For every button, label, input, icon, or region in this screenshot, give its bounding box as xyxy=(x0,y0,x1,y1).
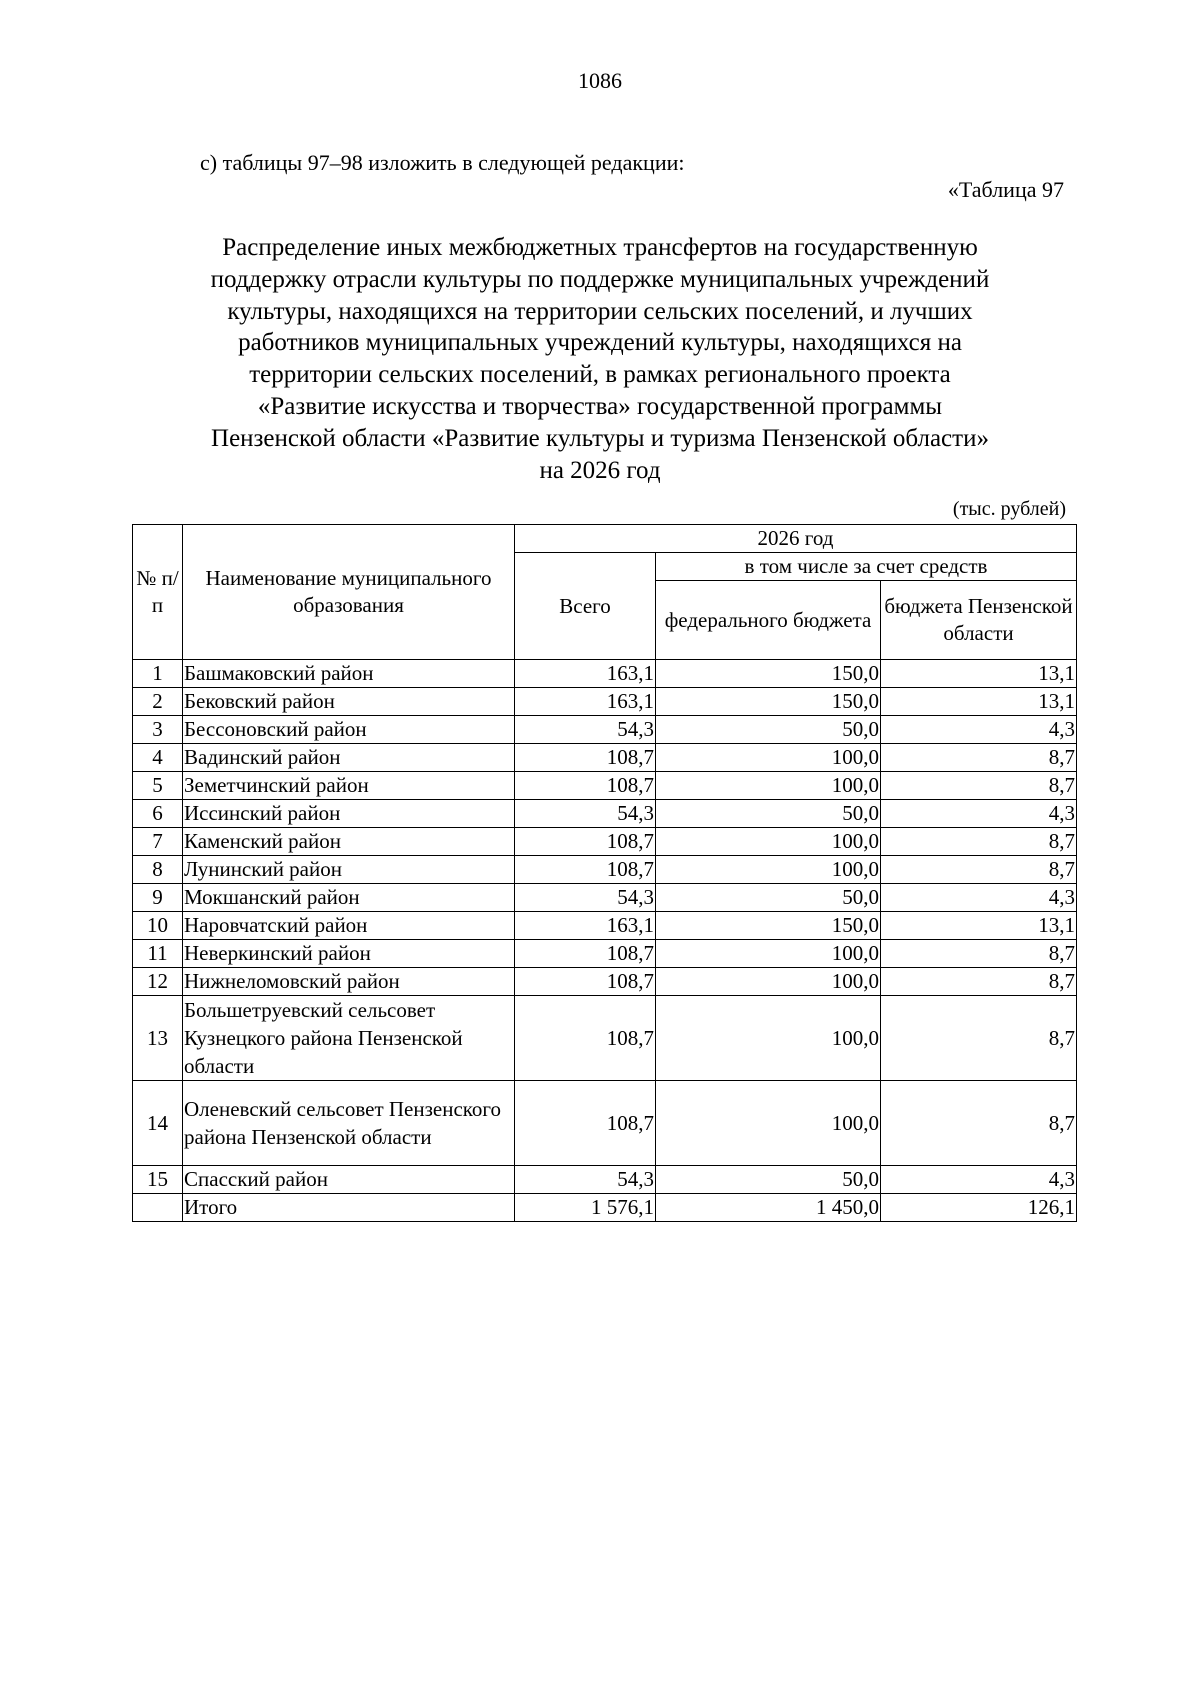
regional-value: 4,3 xyxy=(881,800,1077,828)
title-line: поддержку отрасли культуры по поддержке муниципальных учреждений xyxy=(210,265,990,293)
grand-federal-value: 1 450,0 xyxy=(656,1194,881,1222)
table-row xyxy=(133,660,1077,688)
grand-regional-value: 126,1 xyxy=(881,1194,1077,1222)
municipality-name: Неверкинский район xyxy=(183,940,515,968)
table-row xyxy=(133,884,1077,912)
municipality-name: Каменский район xyxy=(183,828,515,856)
distribution-table xyxy=(132,524,1077,1222)
federal-value: 150,0 xyxy=(656,912,881,940)
header-total: Всего xyxy=(515,553,656,660)
federal-value: 150,0 xyxy=(656,688,881,716)
municipality-name: Бековский район xyxy=(183,688,515,716)
municipality-name: Вадинский район xyxy=(183,744,515,772)
row-number: 12 xyxy=(133,968,183,996)
header-regional: бюджета Пензенской области xyxy=(881,581,1077,660)
total-value: 108,7 xyxy=(515,772,656,800)
table-reference: «Таблица 97 xyxy=(947,177,1064,202)
row-number: 9 xyxy=(133,884,183,912)
page-number: 1086 xyxy=(578,68,622,93)
row-number: 10 xyxy=(133,912,183,940)
regional-value: 8,7 xyxy=(881,968,1077,996)
regional-value: 13,1 xyxy=(881,660,1077,688)
regional-value: 8,7 xyxy=(881,828,1077,856)
title-line: Распределение иных межбюджетных трансфертов на государственную xyxy=(222,234,978,261)
federal-value: 100,0 xyxy=(656,940,881,968)
table-row xyxy=(133,1166,1077,1194)
row-number: 11 xyxy=(133,940,183,968)
row-number xyxy=(133,1194,183,1222)
table-row xyxy=(133,856,1077,884)
federal-value: 150,0 xyxy=(656,660,881,688)
table-row xyxy=(133,800,1077,828)
row-number: 1 xyxy=(133,660,183,688)
municipality-name: Бессоновский район xyxy=(183,716,515,744)
municipality-name: Башмаковский район xyxy=(183,660,515,688)
municipality-name: Наровчатский район xyxy=(183,912,515,940)
table-row xyxy=(133,688,1077,716)
regional-value: 8,7 xyxy=(881,940,1077,968)
total-value: 54,3 xyxy=(515,800,656,828)
title-line: «Развитие искусства и творчества» государственной программы xyxy=(257,392,943,420)
total-value: 108,7 xyxy=(515,996,656,1081)
federal-value: 100,0 xyxy=(656,828,881,856)
table-row xyxy=(133,744,1077,772)
federal-value: 100,0 xyxy=(656,996,881,1081)
units-label: (тыс. рублей) xyxy=(952,498,1066,520)
regional-value: 4,3 xyxy=(881,884,1077,912)
total-value: 163,1 xyxy=(515,660,656,688)
municipality-name: Земетчинский район xyxy=(183,772,515,800)
federal-value: 50,0 xyxy=(656,1166,881,1194)
federal-value: 100,0 xyxy=(656,744,881,772)
regional-value: 13,1 xyxy=(881,912,1077,940)
total-value: 54,3 xyxy=(515,884,656,912)
table-row xyxy=(133,912,1077,940)
federal-value: 100,0 xyxy=(656,772,881,800)
header-including: в том числе за счет средств xyxy=(656,553,1077,581)
header-name: Наименование муниципального образования xyxy=(183,525,515,660)
federal-value: 100,0 xyxy=(656,856,881,884)
total-value: 54,3 xyxy=(515,1166,656,1194)
federal-value: 100,0 xyxy=(656,1081,881,1166)
row-number: 14 xyxy=(133,1081,183,1166)
header-federal: федерального бюджета xyxy=(656,581,881,660)
municipality-name: Мокшанский район xyxy=(183,884,515,912)
total-value: 108,7 xyxy=(515,744,656,772)
regional-value: 8,7 xyxy=(881,1081,1077,1166)
total-value: 108,7 xyxy=(515,1081,656,1166)
total-value: 108,7 xyxy=(515,856,656,884)
row-number: 3 xyxy=(133,716,183,744)
total-value: 163,1 xyxy=(515,688,656,716)
regional-value: 4,3 xyxy=(881,1166,1077,1194)
title-line: на 2026 год xyxy=(539,456,661,484)
total-value: 108,7 xyxy=(515,940,656,968)
municipality-name: Иссинский район xyxy=(183,800,515,828)
total-label: Итого xyxy=(183,1194,515,1222)
total-value: 54,3 xyxy=(515,716,656,744)
row-number: 6 xyxy=(133,800,183,828)
table-row xyxy=(133,828,1077,856)
federal-value: 50,0 xyxy=(656,884,881,912)
municipality-name: Нижнеломовский район xyxy=(183,968,515,996)
regional-value: 8,7 xyxy=(881,772,1077,800)
municipality-name: Оленевский сельсовет Пензенского района Пензенской области xyxy=(183,1081,515,1166)
row-number: 4 xyxy=(133,744,183,772)
row-number: 13 xyxy=(133,996,183,1081)
intro-text: с) таблицы 97–98 изложить в следующей редакции: xyxy=(200,150,685,175)
regional-value: 8,7 xyxy=(881,856,1077,884)
header-year: 2026 год xyxy=(515,525,1077,553)
federal-value: 100,0 xyxy=(656,968,881,996)
table-body xyxy=(133,660,1077,1222)
row-number: 8 xyxy=(133,856,183,884)
total-value: 163,1 xyxy=(515,912,656,940)
title-line: работников муниципальных учреждений культуры, находящихся на xyxy=(238,329,962,357)
regional-value: 4,3 xyxy=(881,716,1077,744)
row-number: 5 xyxy=(133,772,183,800)
table-row xyxy=(133,968,1077,996)
total-row xyxy=(133,1194,1077,1222)
table-title xyxy=(130,232,1070,486)
row-number: 15 xyxy=(133,1166,183,1194)
total-value: 108,7 xyxy=(515,968,656,996)
table-row xyxy=(133,996,1077,1081)
regional-value: 13,1 xyxy=(881,688,1077,716)
federal-value: 50,0 xyxy=(656,800,881,828)
row-number: 2 xyxy=(133,688,183,716)
row-number: 7 xyxy=(133,828,183,856)
table-row xyxy=(133,940,1077,968)
municipality-name: Большетруевский сельсовет Кузнецкого района Пензенской области xyxy=(183,996,515,1081)
table-row xyxy=(133,1081,1077,1166)
municipality-name: Спасский район xyxy=(183,1166,515,1194)
federal-value: 50,0 xyxy=(656,716,881,744)
table-row xyxy=(133,716,1077,744)
header-num: № п/п xyxy=(133,525,183,660)
municipality-name: Лунинский район xyxy=(183,856,515,884)
regional-value: 8,7 xyxy=(881,996,1077,1081)
title-line: Пензенской области «Развитие культуры и туризма Пензенской области» xyxy=(211,424,989,452)
grand-total-value: 1 576,1 xyxy=(515,1194,656,1222)
title-line: территории сельских поселений, в рамках регионального проекта xyxy=(249,361,951,389)
table-row xyxy=(133,772,1077,800)
total-value: 108,7 xyxy=(515,828,656,856)
regional-value: 8,7 xyxy=(881,744,1077,772)
title-line: культуры, находящихся на территории сельских поселений, и лучших xyxy=(227,297,973,325)
